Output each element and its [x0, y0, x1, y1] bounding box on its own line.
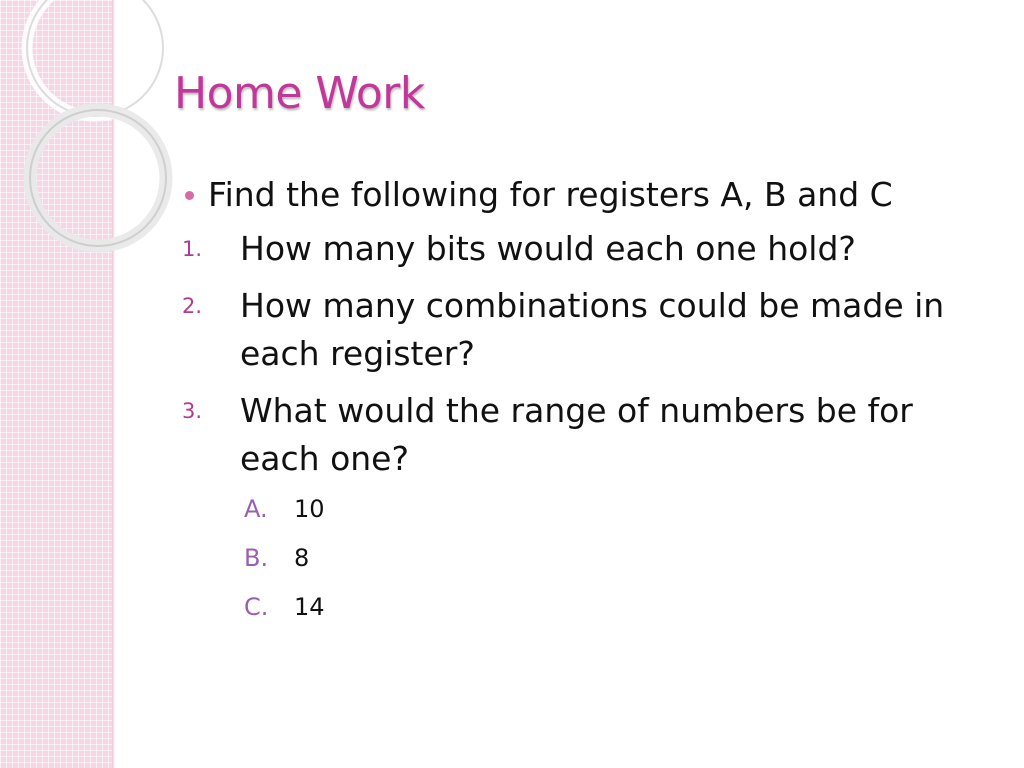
sub-text: 10 — [294, 495, 325, 523]
sub-item-a — [244, 495, 1000, 544]
numbered-list — [180, 228, 1000, 483]
sub-marker: B. — [244, 544, 269, 572]
numbered-item-2 — [180, 285, 1000, 378]
sub-list — [244, 495, 1000, 642]
bullet-dot-icon — [185, 191, 194, 200]
ring-upper — [27, 0, 163, 116]
sub-item-c — [244, 593, 1000, 642]
decorative-rings — [0, 0, 200, 260]
slide-title: Home Work — [174, 68, 425, 119]
bullet-text: Find the following for registers A, B and C — [208, 175, 893, 214]
numbered-marker: 3. — [182, 399, 203, 423]
numbered-item-1 — [180, 228, 1000, 273]
sub-marker: A. — [244, 495, 268, 523]
numbered-item-3 — [180, 390, 1000, 483]
numbered-text: How many combinations could be made in each register? — [240, 286, 945, 373]
numbered-text: What would the range of numbers be for each one? — [240, 391, 913, 478]
sub-text: 8 — [294, 544, 310, 572]
ring-lower-shade — [30, 110, 166, 246]
numbered-text: How many bits would each one hold? — [240, 229, 856, 268]
bullet-item — [180, 174, 1000, 216]
numbered-marker: 2. — [182, 294, 203, 318]
slide-body — [180, 174, 1000, 642]
sub-item-b — [244, 544, 1000, 593]
sub-text: 14 — [294, 593, 325, 621]
numbered-marker: 1. — [182, 237, 203, 261]
sub-marker: C. — [244, 593, 269, 621]
